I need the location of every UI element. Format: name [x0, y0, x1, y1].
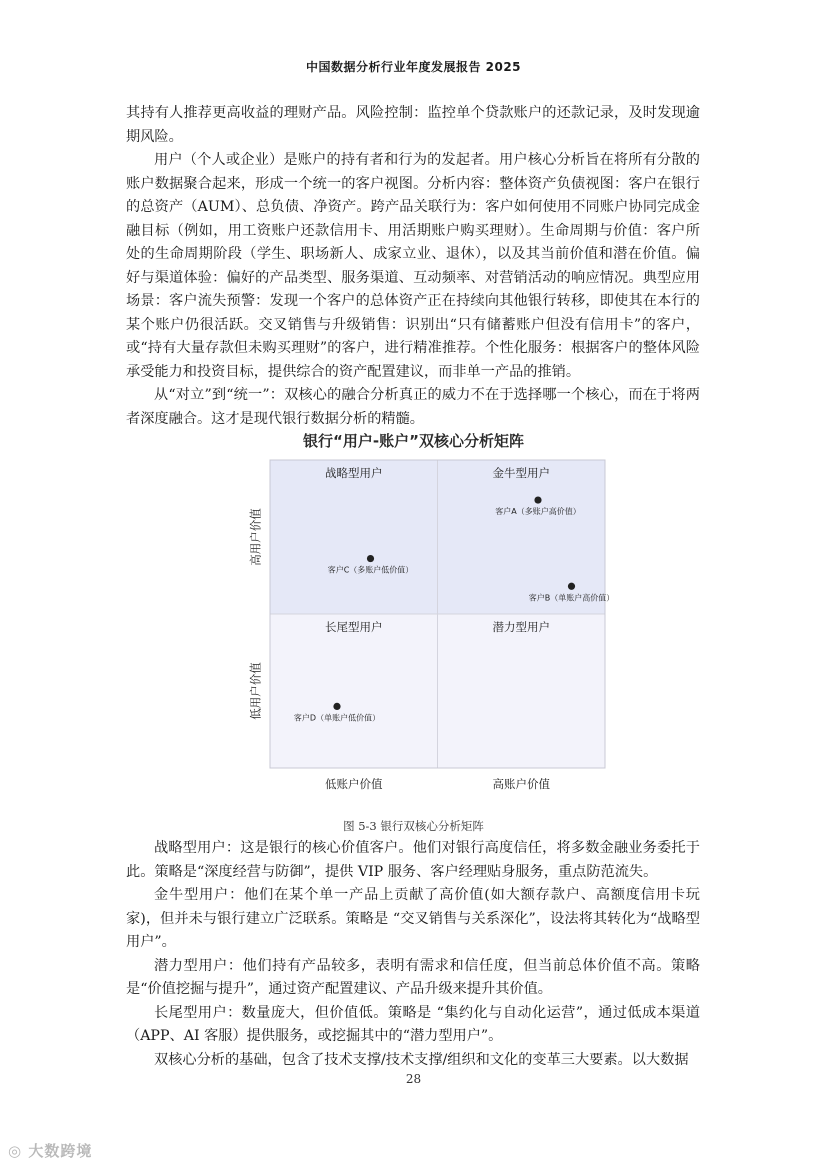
quadrant-3: [438, 614, 606, 768]
data-point-label: 客户C（多账户低价值）: [327, 565, 414, 575]
watermark-text: 大数跨境: [28, 1142, 93, 1160]
quadrant-1: [438, 460, 606, 614]
data-point: [333, 703, 340, 710]
watermark-icon: ◎: [8, 1142, 23, 1160]
paragraph: 潜力型用户：他们持有产品较多，表明有需求和信任度，但当前总体价值不高。策略是“价值挖掘与提升”，通过资产配置建议、产品升级来提升其价值。: [126, 957, 700, 997]
chart-title: 银行“用户-账户”双核心分析矩阵: [303, 432, 524, 450]
y-category-label: 低用户价值: [248, 662, 263, 720]
data-point-label: 客户A（多账户高价值）: [495, 507, 581, 517]
body-text-bottom: [126, 837, 700, 1072]
paragraph: 用户（个人或企业）是账户的持有者和行为的发起者。用户核心分析旨在将所有分散的账户数据聚合起来，形成一个统一的客户视图。分析内容：整体资产负债视图：客户在银行的总资产（AUM）、总负债、净资产。跨产品关联行为：客户如何使用不同账户协同完成金融目标（例如，用工资账户还款信用卡、用活期账户购买理财）。生命周期与价值：客户所处的生命周期阶段（学生、职场新人、成家立业、退休），以及其当前价值和潜在价值。偏好与渠道体验：偏好的产品类型、服务渠道、互动频率、对营销活动的响应情况。典型应用场景：客户流失预警：发现一个客户的总体资产正在持续向其他银行转移，即使其在本行的某个账户仍很活跃。交叉销售与升级销售：识别出“只有储蓄账户但没有信用卡”的客户，或“持有大量存款但未购买理财”的客户，进行精准推荐。个性化服务：根据客户的整体风险承受能力和投资目标，提供综合的资产配置建议，而非单一产品的推销。: [126, 152, 700, 380]
data-point: [534, 496, 541, 503]
x-category-label: 低账户价值: [325, 777, 383, 791]
paragraph: 其持有人推荐更高收益的理财产品。风险控制：监控单个贷款账户的还款记录，及时发现逾期风险。: [126, 105, 700, 145]
paragraph: 从“对立”到“统一”：双核心的融合分析真正的威力不在于选择哪一个核心，而在于将两者深度融合。这才是现代银行数据分析的精髓。: [126, 387, 700, 427]
quadrant-0: [270, 460, 438, 614]
body-text-top: [126, 102, 700, 431]
paragraph: 金牛型用户：他们在某个单一产品上贡献了高价值(如大额存款户、高额度信用卡玩家)，但并未与银行建立广泛联系。策略是 “交叉销售与关系深化”，设法将其转化为“战略型用户”。: [126, 887, 700, 950]
data-point-label: 客户B（单账户高价值）: [528, 593, 615, 603]
running-header: 中国数据分析行业年度发展报告 2025: [305, 60, 522, 74]
dual-core-matrix-chart: [240, 455, 620, 795]
quadrant-label: 潜力型用户: [492, 620, 550, 634]
data-point: [568, 583, 575, 590]
x-category-label: 高账户价值: [492, 777, 550, 791]
watermark-logo: [8, 1140, 92, 1161]
data-point: [367, 555, 374, 562]
paragraph: 双核心分析的基础，包含了技术支撑/技术支撑/组织和文化的变革三大要素。以大数据: [154, 1051, 689, 1068]
y-category-label: 高用户价值: [248, 508, 263, 566]
data-point-label: 客户D（单账户低价值）: [293, 713, 381, 723]
paragraph: 长尾型用户：数量庞大，但价值低。策略是 “集约化与自动化运营”，通过低成本渠道（APP、AI 客服）提供服务，或挖掘其中的“潜力型用户”。: [126, 1004, 700, 1044]
page-number: 28: [405, 1072, 422, 1086]
quadrant-label: 长尾型用户: [325, 620, 383, 634]
paragraph: 战略型用户：这是银行的核心价值客户。他们对银行高度信任，将多数金融业务委托于此。策略是“深度经营与防御”，提供 VIP 服务、客户经理贴身服务，重点防范流失。: [126, 840, 700, 880]
quadrant-2: [270, 614, 438, 768]
quadrant-label: 金牛型用户: [492, 466, 550, 480]
quadrant-label: 战略型用户: [325, 466, 383, 480]
figure-caption: 图 5-3 银行双核心分析矩阵: [343, 819, 484, 833]
